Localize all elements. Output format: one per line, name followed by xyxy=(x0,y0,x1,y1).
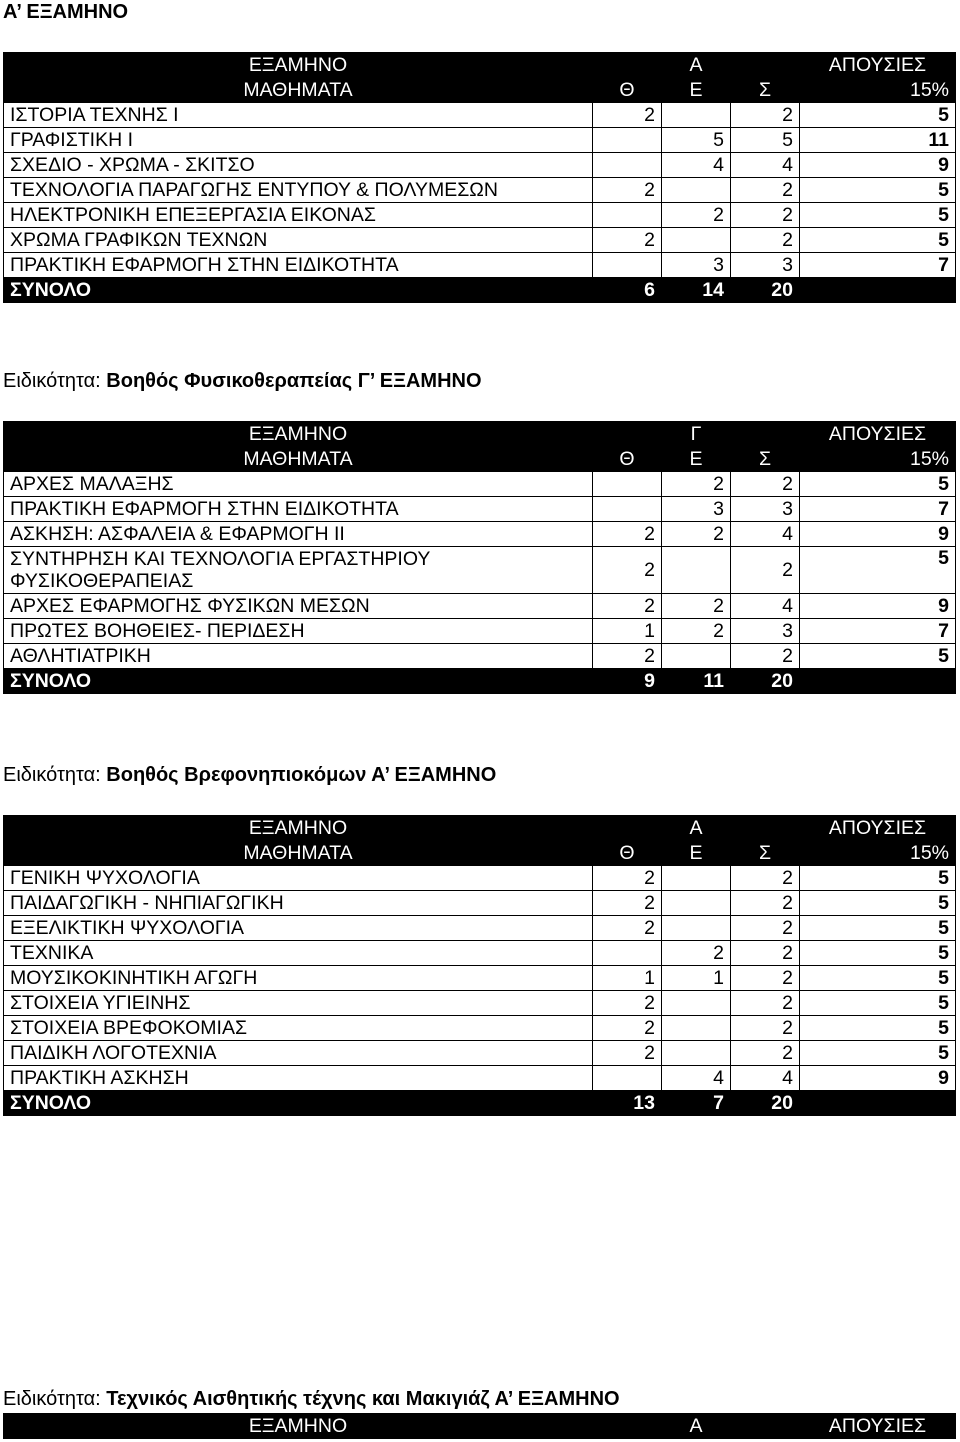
s-cell: 2 xyxy=(731,866,800,891)
table-row xyxy=(4,916,956,941)
table-row xyxy=(4,472,956,497)
courses-header: ΜΑΘΗΜΑΤΑ xyxy=(4,841,593,866)
s-cell: 3 xyxy=(731,497,800,522)
absences-cell: 5 xyxy=(800,1016,956,1041)
e-cell xyxy=(662,916,731,941)
absences-cell: 5 xyxy=(800,472,956,497)
s-cell: 2 xyxy=(731,941,800,966)
semester-header: ΕΞΑΜΗΝΟ xyxy=(4,53,593,78)
e-cell xyxy=(662,547,731,594)
theta-cell: 2 xyxy=(593,1016,662,1041)
table-header-semester-row xyxy=(4,816,956,841)
table-row xyxy=(4,594,956,619)
course-name-cell: ΕΞΕΛΙΚΤΙΚΗ ΨΥΧΟΛΟΓΙΑ xyxy=(4,916,593,941)
table-header-semester-row xyxy=(4,53,956,78)
semester-header: ΕΞΑΜΗΝΟ xyxy=(4,1414,593,1439)
table-row xyxy=(4,1041,956,1066)
course-name-cell: ΗΛΕΚΤΡΟΝΙΚΗ ΕΠΕΞΕΡΓΑΣΙΑ ΕΙΚΟΝΑΣ xyxy=(4,203,593,228)
course-name-cell: ΣΥΝΤΗΡΗΣΗ ΚΑΙ ΤΕΧΝΟΛΟΓΙΑ ΕΡΓΑΣΤΗΡΙΟΥ ΦΥΣΙΚΟΘΕΡΑΠΕΙΑΣ xyxy=(4,547,593,594)
total-blank-cell xyxy=(800,278,956,303)
s-cell: 2 xyxy=(731,1041,800,1066)
table-row xyxy=(4,619,956,644)
e-cell xyxy=(662,1016,731,1041)
semester-header: ΕΞΑΜΗΝΟ xyxy=(4,422,593,447)
theta-cell xyxy=(593,253,662,278)
total-theta-cell: 9 xyxy=(593,669,662,694)
absences-cell: 5 xyxy=(800,178,956,203)
e-cell xyxy=(662,1041,731,1066)
course-name-cell: ΙΣΤΟΡΙΑ ΤΕΧΝΗΣ Ι xyxy=(4,103,593,128)
table-row xyxy=(4,203,956,228)
total-theta-cell: 6 xyxy=(593,278,662,303)
course-name-cell: ΓΕΝΙΚΗ ΨΥΧΟΛΟΓΙΑ xyxy=(4,866,593,891)
absences-cell: 5 xyxy=(800,1041,956,1066)
s-header: Σ xyxy=(731,78,800,103)
table-row xyxy=(4,497,956,522)
s-cell: 2 xyxy=(731,178,800,203)
theta-cell: 1 xyxy=(593,619,662,644)
e-cell: 2 xyxy=(662,522,731,547)
theta-cell: 2 xyxy=(593,1041,662,1066)
total-blank-cell xyxy=(800,1091,956,1116)
e-cell: 2 xyxy=(662,941,731,966)
e-header: Ε xyxy=(662,447,731,472)
total-row xyxy=(4,1091,956,1116)
theta-cell xyxy=(593,1066,662,1091)
s-cell: 3 xyxy=(731,253,800,278)
absences-cell: 5 xyxy=(800,547,956,594)
table-row xyxy=(4,153,956,178)
course-name-cell: ΠΑΙΔΑΓΩΓΙΚΗ - ΝΗΠΙΑΓΩΓΙΚΗ xyxy=(4,891,593,916)
table-row xyxy=(4,228,956,253)
e-cell xyxy=(662,178,731,203)
total-s-cell: 20 xyxy=(731,669,800,694)
total-theta-cell: 13 xyxy=(593,1091,662,1116)
absences-cell: 9 xyxy=(800,522,956,547)
course-table-1 xyxy=(3,52,956,303)
table-row xyxy=(4,547,956,594)
course-table-2 xyxy=(3,421,956,694)
theta-cell: 2 xyxy=(593,103,662,128)
theta-cell: 2 xyxy=(593,547,662,594)
theta-cell: 2 xyxy=(593,228,662,253)
e-cell xyxy=(662,228,731,253)
table-row xyxy=(4,1066,956,1091)
course-name-cell: ΠΡΩΤΕΣ ΒΟΗΘΕΙΕΣ- ΠΕΡΙΔΕΣΗ xyxy=(4,619,593,644)
course-name-cell: ΑΡΧΕΣ ΜΑΛΑΞΗΣ xyxy=(4,472,593,497)
absences-cell: 9 xyxy=(800,594,956,619)
s-cell: 5 xyxy=(731,128,800,153)
course-name-cell: ΣΧΕΔΙΟ - ΧΡΩΜΑ - ΣΚΙΤΣΟ xyxy=(4,153,593,178)
total-e-cell: 7 xyxy=(662,1091,731,1116)
table-row xyxy=(4,1016,956,1041)
s-header: Σ xyxy=(731,447,800,472)
theta-cell: 2 xyxy=(593,644,662,669)
s-cell: 3 xyxy=(731,619,800,644)
theta-cell: 2 xyxy=(593,866,662,891)
theta-cell xyxy=(593,497,662,522)
absences-cell: 7 xyxy=(800,253,956,278)
absences-cell: 5 xyxy=(800,866,956,891)
pct-header: 15% xyxy=(800,78,956,103)
theta-cell xyxy=(593,203,662,228)
total-e-cell: 11 xyxy=(662,669,731,694)
absences-header: ΑΠΟΥΣΙΕΣ xyxy=(800,53,956,78)
specialty-heading-3: Ειδικότητα: Βοηθός Βρεφονηπιοκόμων Α’ ΕΞΑΜΗΝΟ xyxy=(3,764,497,786)
table-row xyxy=(4,866,956,891)
course-table-4 xyxy=(3,1413,956,1439)
pct-header: 15% xyxy=(800,447,956,472)
course-name-cell: ΠΡΑΚΤΙΚΗ ΕΦΑΡΜΟΓΗ ΣΤΗΝ ΕΙΔΙΚΟΤΗΤΑ xyxy=(4,253,593,278)
s-cell: 2 xyxy=(731,228,800,253)
e-cell: 4 xyxy=(662,1066,731,1091)
absences-cell: 9 xyxy=(800,1066,956,1091)
e-cell: 3 xyxy=(662,253,731,278)
course-name-cell: ΑΡΧΕΣ ΕΦΑΡΜΟΓΗΣ ΦΥΣΙΚΩΝ ΜΕΣΩΝ xyxy=(4,594,593,619)
table-header-courses-row xyxy=(4,841,956,866)
table-row xyxy=(4,891,956,916)
s-cell: 2 xyxy=(731,1016,800,1041)
theta-cell xyxy=(593,128,662,153)
course-name-cell: ΧΡΩΜΑ ΓΡΑΦΙΚΩΝ ΤΕΧΝΩΝ xyxy=(4,228,593,253)
table-row xyxy=(4,941,956,966)
absences-cell: 5 xyxy=(800,203,956,228)
course-table-3 xyxy=(3,815,956,1116)
theta-cell xyxy=(593,472,662,497)
total-label-cell: ΣΥΝΟΛΟ xyxy=(4,278,593,303)
theta-header: Θ xyxy=(593,447,662,472)
page-heading: Α’ ΕΞΑΜΗΝΟ xyxy=(3,1,129,23)
course-name-cell: ΣΤΟΙΧΕΙΑ ΥΓΙΕΙΝΗΣ xyxy=(4,991,593,1016)
semester-value: Α xyxy=(662,816,731,841)
e-cell: 3 xyxy=(662,497,731,522)
total-label-cell: ΣΥΝΟΛΟ xyxy=(4,1091,593,1116)
semester-value: Α xyxy=(662,1414,731,1439)
theta-header: Θ xyxy=(593,841,662,866)
s-cell: 2 xyxy=(731,103,800,128)
table-header-semester-row xyxy=(4,422,956,447)
absences-cell: 5 xyxy=(800,891,956,916)
table-header-semester-row xyxy=(4,1414,956,1439)
table-header-courses-row xyxy=(4,78,956,103)
e-cell: 1 xyxy=(662,966,731,991)
e-cell xyxy=(662,103,731,128)
semester-header: ΕΞΑΜΗΝΟ xyxy=(4,816,593,841)
course-name-cell: ΑΣΚΗΣΗ: ΑΣΦΑΛΕΙΑ & ΕΦΑΡΜΟΓΗ ΙΙ xyxy=(4,522,593,547)
course-name-cell: ΣΤΟΙΧΕΙΑ ΒΡΕΦΟΚΟΜΙΑΣ xyxy=(4,1016,593,1041)
absences-cell: 5 xyxy=(800,228,956,253)
absences-cell: 5 xyxy=(800,916,956,941)
e-cell: 2 xyxy=(662,619,731,644)
specialty-heading-4: Ειδικότητα: Τεχνικός Αισθητικής τέχνης και Μακιγιάζ Α’ ΕΞΑΜΗΝΟ xyxy=(3,1388,620,1410)
s-cell: 2 xyxy=(731,891,800,916)
course-name-cell: ΑΘΛΗΤΙΑΤΡΙΚΗ xyxy=(4,644,593,669)
course-name-cell: ΜΟΥΣΙΚΟΚΙΝΗΤΙΚΗ ΑΓΩΓΗ xyxy=(4,966,593,991)
table-row xyxy=(4,644,956,669)
s-header: Σ xyxy=(731,841,800,866)
absences-cell: 5 xyxy=(800,103,956,128)
s-cell: 2 xyxy=(731,991,800,1016)
e-header: Ε xyxy=(662,841,731,866)
table-row xyxy=(4,103,956,128)
total-label-cell: ΣΥΝΟΛΟ xyxy=(4,669,593,694)
total-row xyxy=(4,669,956,694)
absences-cell: 5 xyxy=(800,991,956,1016)
theta-cell: 2 xyxy=(593,916,662,941)
e-cell xyxy=(662,891,731,916)
s-cell: 2 xyxy=(731,966,800,991)
s-cell: 4 xyxy=(731,594,800,619)
s-cell: 2 xyxy=(731,547,800,594)
semester-value: Γ xyxy=(662,422,731,447)
e-cell: 4 xyxy=(662,153,731,178)
courses-header: ΜΑΘΗΜΑΤΑ xyxy=(4,447,593,472)
s-cell: 4 xyxy=(731,522,800,547)
total-s-cell: 20 xyxy=(731,1091,800,1116)
course-name-cell: ΓΡΑΦΙΣΤΙΚΗ Ι xyxy=(4,128,593,153)
table-row xyxy=(4,966,956,991)
e-cell xyxy=(662,866,731,891)
absences-cell: 11 xyxy=(800,128,956,153)
course-name-cell: ΤΕΧΝΟΛΟΓΙΑ ΠΑΡΑΓΩΓΗΣ ΕΝΤΥΠΟΥ & ΠΟΛΥΜΕΣΩΝ xyxy=(4,178,593,203)
absences-header: ΑΠΟΥΣΙΕΣ xyxy=(800,816,956,841)
course-name-cell: ΤΕΧΝΙΚΑ xyxy=(4,941,593,966)
s-cell: 4 xyxy=(731,1066,800,1091)
pct-header: 15% xyxy=(800,841,956,866)
theta-cell: 2 xyxy=(593,891,662,916)
e-cell: 2 xyxy=(662,594,731,619)
theta-cell xyxy=(593,941,662,966)
theta-cell: 2 xyxy=(593,178,662,203)
course-name-cell: ΠΑΙΔΙΚΗ ΛΟΓΟΤΕΧΝΙΑ xyxy=(4,1041,593,1066)
total-row xyxy=(4,278,956,303)
course-name-cell: ΠΡΑΚΤΙΚΗ ΕΦΑΡΜΟΓΗ ΣΤΗΝ ΕΙΔΙΚΟΤΗΤΑ xyxy=(4,497,593,522)
s-cell: 2 xyxy=(731,916,800,941)
courses-header: ΜΑΘΗΜΑΤΑ xyxy=(4,78,593,103)
theta-cell: 2 xyxy=(593,594,662,619)
e-cell: 2 xyxy=(662,203,731,228)
s-cell: 4 xyxy=(731,153,800,178)
total-s-cell: 20 xyxy=(731,278,800,303)
s-cell: 2 xyxy=(731,203,800,228)
specialty-heading-2: Ειδικότητα: Βοηθός Φυσικοθεραπείας Γ’ ΕΞΑΜΗΝΟ xyxy=(3,370,482,392)
semester-value: Α xyxy=(662,53,731,78)
e-header: Ε xyxy=(662,78,731,103)
e-cell xyxy=(662,991,731,1016)
s-cell: 2 xyxy=(731,472,800,497)
table-row xyxy=(4,128,956,153)
table-row xyxy=(4,253,956,278)
absences-cell: 5 xyxy=(800,966,956,991)
e-cell: 2 xyxy=(662,472,731,497)
absences-cell: 7 xyxy=(800,497,956,522)
total-blank-cell xyxy=(800,669,956,694)
s-cell: 2 xyxy=(731,644,800,669)
absences-header: ΑΠΟΥΣΙΕΣ xyxy=(800,422,956,447)
total-e-cell: 14 xyxy=(662,278,731,303)
absences-header: ΑΠΟΥΣΙΕΣ xyxy=(800,1414,956,1439)
absences-cell: 5 xyxy=(800,644,956,669)
absences-cell: 5 xyxy=(800,941,956,966)
course-name-cell: ΠΡΑΚΤΙΚΗ ΑΣΚΗΣΗ xyxy=(4,1066,593,1091)
theta-cell: 2 xyxy=(593,522,662,547)
theta-cell: 1 xyxy=(593,966,662,991)
absences-cell: 7 xyxy=(800,619,956,644)
table-header-courses-row xyxy=(4,447,956,472)
theta-cell xyxy=(593,153,662,178)
e-cell xyxy=(662,644,731,669)
theta-header: Θ xyxy=(593,78,662,103)
table-row xyxy=(4,178,956,203)
theta-cell: 2 xyxy=(593,991,662,1016)
table-row xyxy=(4,991,956,1016)
absences-cell: 9 xyxy=(800,153,956,178)
e-cell: 5 xyxy=(662,128,731,153)
table-row xyxy=(4,522,956,547)
